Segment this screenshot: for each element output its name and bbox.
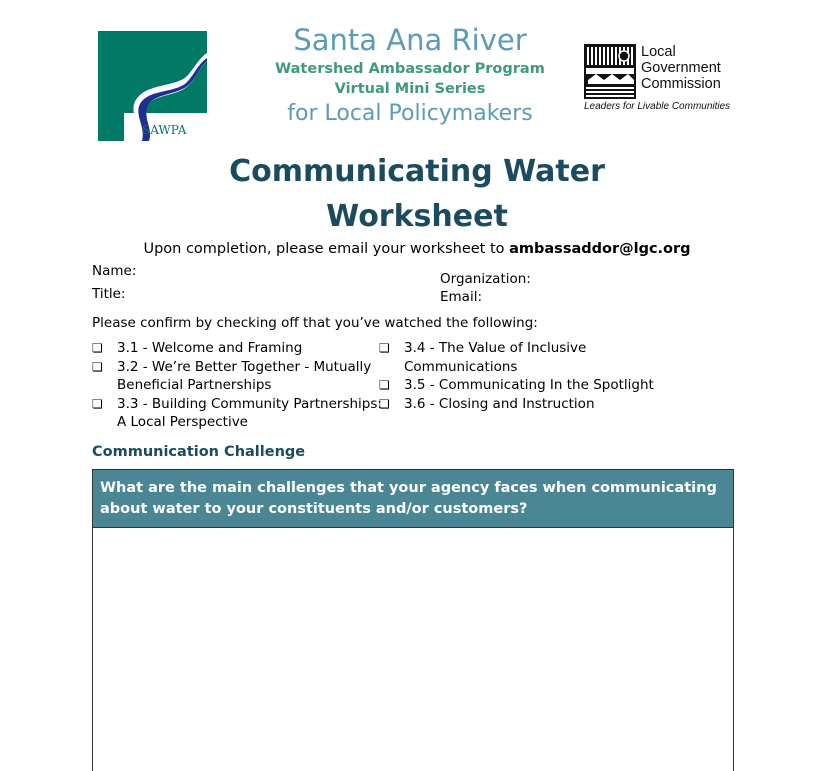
lgc-tagline: Leaders for Livable Communities bbox=[584, 101, 731, 112]
video-item[interactable] bbox=[379, 339, 679, 376]
email-address: ambassaddor@lgc.org bbox=[509, 241, 691, 257]
video-item-label: 3.4 - The Value of Inclusive Communications bbox=[404, 340, 587, 375]
program-line1: Watershed Ambassador Program bbox=[275, 61, 545, 77]
confirm-instruction: Please confirm by checking off that you’ve watched the following: bbox=[92, 315, 538, 331]
challenge-table bbox=[92, 469, 734, 771]
lgc-name bbox=[641, 44, 721, 92]
title-label: Title: bbox=[92, 286, 126, 302]
answer-area[interactable] bbox=[93, 528, 733, 768]
video-item-label: 3.5 - Communicating In the Spotlight bbox=[404, 377, 654, 393]
challenge-question: What are the main challenges that your agency faces when communicating about water to your constituents and/or customers? bbox=[93, 470, 733, 528]
video-item[interactable] bbox=[92, 339, 382, 358]
lgc-name-line1: Local bbox=[641, 44, 676, 60]
email-instruction-text: Upon completion, please email your worksheet to bbox=[143, 241, 510, 257]
worksheet-title-line2: Worksheet bbox=[326, 199, 508, 234]
checkbox-icon[interactable]: ❏ bbox=[379, 378, 390, 392]
lgc-logo bbox=[583, 44, 753, 116]
video-item-label: 3.1 - Welcome and Framing bbox=[117, 340, 303, 356]
lgc-emblem-icon bbox=[584, 44, 636, 99]
name-label: Name: bbox=[92, 263, 137, 279]
email-instruction bbox=[0, 241, 820, 257]
organization-label: Organization: bbox=[440, 271, 531, 287]
email-label: Email: bbox=[440, 289, 483, 305]
program-line2: Virtual Mini Series bbox=[334, 81, 486, 97]
program-title: Santa Ana River bbox=[293, 23, 527, 57]
video-item[interactable] bbox=[92, 358, 382, 395]
video-checklist-right bbox=[379, 339, 679, 413]
video-item-label: 3.2 - We’re Better Together - Mutually Beneficial Partnerships bbox=[117, 358, 372, 393]
checkbox-icon[interactable]: ❏ bbox=[379, 341, 390, 355]
video-item[interactable] bbox=[92, 395, 382, 432]
checkbox-icon[interactable]: ❏ bbox=[92, 396, 103, 411]
sawpa-logo bbox=[98, 31, 207, 141]
video-item-label: 3.3 - Building Community Partnerships: A Local Perspective bbox=[117, 395, 382, 430]
video-item-label: 3.6 - Closing and Instruction bbox=[404, 395, 595, 412]
lgc-name-line2: Government bbox=[641, 60, 721, 76]
video-item[interactable] bbox=[379, 395, 679, 414]
sawpa-label: SAWPA bbox=[142, 123, 187, 137]
program-subtitle: for Local Policymakers bbox=[287, 101, 533, 126]
section-heading: Communication Challenge bbox=[92, 444, 306, 460]
checkbox-icon[interactable]: ❏ bbox=[379, 396, 390, 411]
lgc-name-line3: Commission bbox=[641, 76, 721, 92]
checkbox-icon[interactable]: ❏ bbox=[92, 359, 103, 374]
worksheet-title-line1: Communicating Water bbox=[229, 154, 605, 189]
program-header bbox=[250, 24, 570, 129]
video-item[interactable] bbox=[379, 376, 679, 395]
video-checklist-left bbox=[92, 339, 382, 432]
checkbox-icon[interactable]: ❏ bbox=[92, 341, 103, 355]
